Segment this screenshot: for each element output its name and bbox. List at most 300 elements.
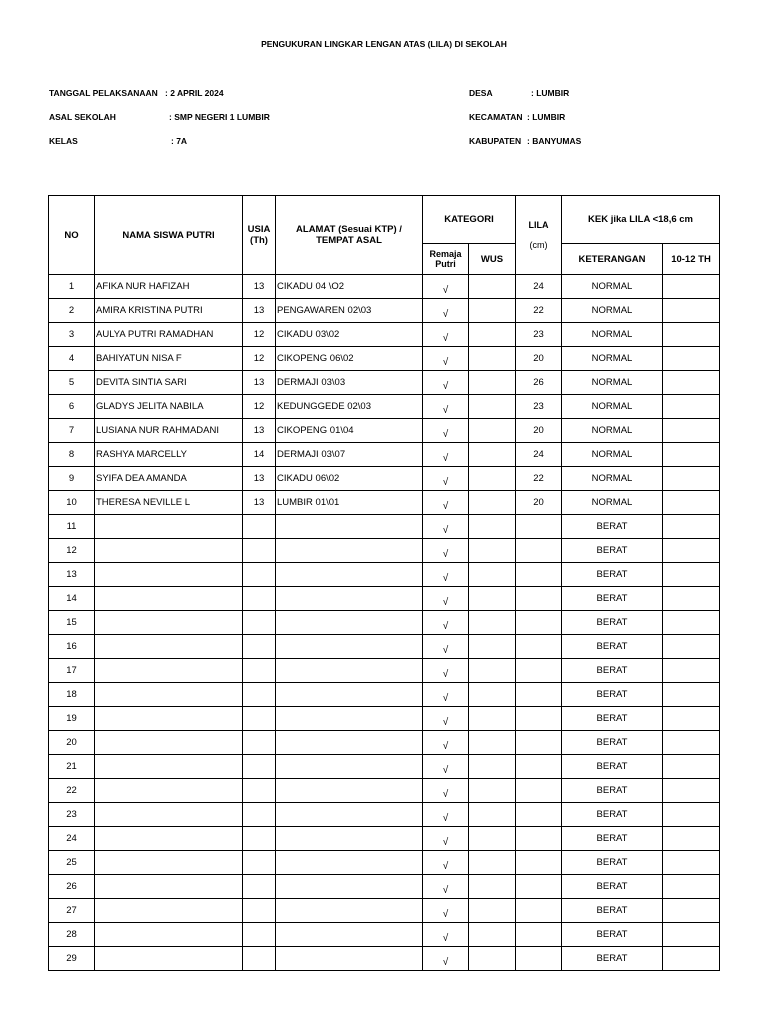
row-remaja-check: √ <box>423 299 469 323</box>
row-keterangan: BERAT <box>562 635 663 659</box>
row-keterangan: NORMAL <box>562 419 663 443</box>
row-no: 12 <box>49 539 95 563</box>
row-keterangan: BERAT <box>562 899 663 923</box>
row-remaja-check: √ <box>423 659 469 683</box>
row-no: 19 <box>49 707 95 731</box>
table-row <box>49 395 720 419</box>
row-remaja-check: √ <box>423 275 469 299</box>
row-alamat <box>276 899 423 923</box>
row-remaja-check: √ <box>423 803 469 827</box>
row-lila <box>516 923 562 947</box>
row-usia <box>243 923 276 947</box>
row-10-12-th <box>663 323 720 347</box>
header-remaja-line2: Putri <box>435 259 456 269</box>
row-lila <box>516 827 562 851</box>
row-remaja-check: √ <box>423 827 469 851</box>
row-wus <box>469 635 516 659</box>
row-usia <box>243 875 276 899</box>
table-row <box>49 587 720 611</box>
kelas-label: KELAS <box>49 136 78 146</box>
header-usia-line2: (Th) <box>250 235 268 246</box>
row-alamat <box>276 635 423 659</box>
row-remaja-check: √ <box>423 395 469 419</box>
row-lila <box>516 683 562 707</box>
row-alamat: DERMAJI 03\07 <box>276 443 423 467</box>
header-lila-line2: (cm) <box>529 240 548 250</box>
row-keterangan: NORMAL <box>562 443 663 467</box>
row-lila <box>516 563 562 587</box>
row-lila <box>516 707 562 731</box>
row-alamat: CIKADU 04 \O2 <box>276 275 423 299</box>
row-lila: 24 <box>516 275 562 299</box>
row-alamat <box>276 731 423 755</box>
row-lila: 23 <box>516 323 562 347</box>
row-lila <box>516 851 562 875</box>
row-wus <box>469 851 516 875</box>
row-usia <box>243 755 276 779</box>
row-remaja-check: √ <box>423 875 469 899</box>
table-row <box>49 755 720 779</box>
row-10-12-th <box>663 707 720 731</box>
header-kategori: KATEGORI <box>423 196 516 244</box>
row-10-12-th <box>663 563 720 587</box>
row-lila: 22 <box>516 467 562 491</box>
row-10-12-th <box>663 347 720 371</box>
table-row <box>49 467 720 491</box>
table-row <box>49 347 720 371</box>
row-alamat <box>276 587 423 611</box>
row-usia <box>243 899 276 923</box>
row-alamat: DERMAJI 03\03 <box>276 371 423 395</box>
row-alamat <box>276 827 423 851</box>
row-no: 28 <box>49 923 95 947</box>
row-nama <box>95 851 243 875</box>
table-row <box>49 443 720 467</box>
row-10-12-th <box>663 275 720 299</box>
row-no: 23 <box>49 803 95 827</box>
row-nama <box>95 635 243 659</box>
table-row <box>49 779 720 803</box>
row-no: 8 <box>49 443 95 467</box>
table-row <box>49 875 720 899</box>
row-usia <box>243 707 276 731</box>
row-10-12-th <box>663 923 720 947</box>
table-row <box>49 899 720 923</box>
header-lila <box>516 196 562 275</box>
row-alamat <box>276 539 423 563</box>
row-keterangan: NORMAL <box>562 395 663 419</box>
row-nama: RASHYA MARCELLY <box>95 443 243 467</box>
row-wus <box>469 707 516 731</box>
row-wus <box>469 323 516 347</box>
row-wus <box>469 587 516 611</box>
row-no: 22 <box>49 779 95 803</box>
row-lila: 23 <box>516 395 562 419</box>
asal-sekolah-info <box>49 112 270 122</box>
header-usia <box>243 196 276 275</box>
row-wus <box>469 563 516 587</box>
row-no: 7 <box>49 419 95 443</box>
row-wus <box>469 539 516 563</box>
row-keterangan: NORMAL <box>562 467 663 491</box>
desa-info <box>469 88 569 98</box>
header-keterangan: KETERANGAN <box>562 244 663 275</box>
kabupaten-label: KABUPATEN <box>469 136 522 146</box>
row-nama <box>95 827 243 851</box>
table-row <box>49 611 720 635</box>
row-remaja-check: √ <box>423 683 469 707</box>
row-usia: 13 <box>243 419 276 443</box>
table-row <box>49 539 720 563</box>
kabupaten-info <box>469 136 581 146</box>
row-lila <box>516 875 562 899</box>
row-remaja-check: √ <box>423 707 469 731</box>
row-nama: AFIKA NUR HAFIZAH <box>95 275 243 299</box>
row-nama <box>95 611 243 635</box>
row-10-12-th <box>663 947 720 971</box>
kabupaten-value: : BANYUMAS <box>527 136 582 146</box>
tanggal-info <box>49 88 224 98</box>
row-nama <box>95 755 243 779</box>
row-10-12-th <box>663 851 720 875</box>
row-no: 13 <box>49 563 95 587</box>
table-row <box>49 947 720 971</box>
row-remaja-check: √ <box>423 947 469 971</box>
row-10-12-th <box>663 635 720 659</box>
row-no: 24 <box>49 827 95 851</box>
row-lila: 24 <box>516 443 562 467</box>
row-no: 17 <box>49 659 95 683</box>
table-row <box>49 299 720 323</box>
row-10-12-th <box>663 299 720 323</box>
desa-label: DESA <box>469 88 493 98</box>
row-keterangan: NORMAL <box>562 299 663 323</box>
row-nama <box>95 803 243 827</box>
row-keterangan: BERAT <box>562 683 663 707</box>
kecamatan-label: KECAMATAN <box>469 112 523 122</box>
row-keterangan: BERAT <box>562 515 663 539</box>
header-usia-line1: USIA <box>247 224 271 235</box>
row-usia: 13 <box>243 371 276 395</box>
row-lila <box>516 947 562 971</box>
header-remaja-line1: Remaja <box>429 249 462 259</box>
row-no: 26 <box>49 875 95 899</box>
lila-table <box>48 195 720 971</box>
row-lila: 20 <box>516 419 562 443</box>
row-nama <box>95 875 243 899</box>
row-keterangan: BERAT <box>562 731 663 755</box>
header-nama: NAMA SISWA PUTRI <box>95 196 243 275</box>
row-no: 20 <box>49 731 95 755</box>
row-lila: 26 <box>516 371 562 395</box>
row-alamat: CIKOPENG 01\04 <box>276 419 423 443</box>
row-remaja-check: √ <box>423 419 469 443</box>
row-nama <box>95 587 243 611</box>
kecamatan-value: : LUMBIR <box>527 112 566 122</box>
row-10-12-th <box>663 395 720 419</box>
row-remaja-check: √ <box>423 491 469 515</box>
row-10-12-th <box>663 587 720 611</box>
row-lila <box>516 635 562 659</box>
row-no: 16 <box>49 635 95 659</box>
row-10-12-th <box>663 491 720 515</box>
row-usia <box>243 731 276 755</box>
row-alamat <box>276 755 423 779</box>
row-no: 1 <box>49 275 95 299</box>
row-10-12-th <box>663 755 720 779</box>
row-no: 6 <box>49 395 95 419</box>
table-row <box>49 371 720 395</box>
row-wus <box>469 443 516 467</box>
row-remaja-check: √ <box>423 611 469 635</box>
table-row <box>49 419 720 443</box>
row-nama: GLADYS JELITA NABILA <box>95 395 243 419</box>
row-10-12-th <box>663 419 720 443</box>
row-alamat <box>276 707 423 731</box>
row-alamat <box>276 779 423 803</box>
row-nama <box>95 947 243 971</box>
row-no: 5 <box>49 371 95 395</box>
row-lila <box>516 539 562 563</box>
row-alamat: PENGAWAREN 02\03 <box>276 299 423 323</box>
row-wus <box>469 371 516 395</box>
row-nama: LUSIANA NUR RAHMADANI <box>95 419 243 443</box>
row-nama: DEVITA SINTIA SARI <box>95 371 243 395</box>
row-no: 4 <box>49 347 95 371</box>
table-row <box>49 731 720 755</box>
row-remaja-check: √ <box>423 563 469 587</box>
row-no: 25 <box>49 851 95 875</box>
row-keterangan: BERAT <box>562 707 663 731</box>
row-nama <box>95 683 243 707</box>
row-keterangan: BERAT <box>562 563 663 587</box>
row-usia <box>243 611 276 635</box>
row-alamat <box>276 683 423 707</box>
row-remaja-check: √ <box>423 779 469 803</box>
row-remaja-check: √ <box>423 731 469 755</box>
row-usia: 13 <box>243 275 276 299</box>
row-no: 27 <box>49 899 95 923</box>
table-row <box>49 851 720 875</box>
header-remaja-putri <box>423 244 469 275</box>
row-no: 10 <box>49 491 95 515</box>
row-wus <box>469 419 516 443</box>
row-alamat: CIKADU 03\02 <box>276 323 423 347</box>
row-10-12-th <box>663 683 720 707</box>
header-wus: WUS <box>469 244 516 275</box>
table-row <box>49 491 720 515</box>
row-lila: 20 <box>516 491 562 515</box>
row-usia <box>243 827 276 851</box>
row-lila <box>516 731 562 755</box>
row-keterangan: BERAT <box>562 611 663 635</box>
row-remaja-check: √ <box>423 587 469 611</box>
row-usia: 12 <box>243 347 276 371</box>
row-lila <box>516 755 562 779</box>
header-alamat-line2: TEMPAT ASAL <box>316 235 382 246</box>
row-10-12-th <box>663 803 720 827</box>
table-row <box>49 827 720 851</box>
row-wus <box>469 731 516 755</box>
row-usia <box>243 851 276 875</box>
row-keterangan: BERAT <box>562 779 663 803</box>
row-keterangan: NORMAL <box>562 491 663 515</box>
table-row <box>49 683 720 707</box>
table-row <box>49 803 720 827</box>
row-keterangan: BERAT <box>562 587 663 611</box>
row-nama <box>95 539 243 563</box>
row-nama <box>95 899 243 923</box>
row-remaja-check: √ <box>423 923 469 947</box>
row-alamat <box>276 515 423 539</box>
row-remaja-check: √ <box>423 467 469 491</box>
row-no: 2 <box>49 299 95 323</box>
row-wus <box>469 467 516 491</box>
row-keterangan: NORMAL <box>562 371 663 395</box>
row-10-12-th <box>663 443 720 467</box>
document-title: PENGUKURAN LINGKAR LENGAN ATAS (LILA) DI SEKOLAH <box>261 39 507 49</box>
row-alamat <box>276 947 423 971</box>
table-row <box>49 323 720 347</box>
row-wus <box>469 755 516 779</box>
row-lila <box>516 803 562 827</box>
row-wus <box>469 803 516 827</box>
row-remaja-check: √ <box>423 755 469 779</box>
row-alamat <box>276 851 423 875</box>
row-nama <box>95 563 243 587</box>
row-nama <box>95 731 243 755</box>
row-remaja-check: √ <box>423 539 469 563</box>
header-kek: KEK jika LILA <18,6 cm <box>562 196 720 244</box>
row-10-12-th <box>663 659 720 683</box>
row-wus <box>469 299 516 323</box>
table-row <box>49 563 720 587</box>
row-keterangan: BERAT <box>562 947 663 971</box>
row-nama <box>95 923 243 947</box>
row-alamat: CIKOPENG 06\02 <box>276 347 423 371</box>
row-keterangan: NORMAL <box>562 323 663 347</box>
row-alamat <box>276 659 423 683</box>
row-wus <box>469 683 516 707</box>
desa-value: : LUMBIR <box>531 88 570 98</box>
table-row <box>49 275 720 299</box>
kecamatan-info <box>469 112 565 122</box>
row-wus <box>469 827 516 851</box>
table-row <box>49 923 720 947</box>
row-keterangan: BERAT <box>562 539 663 563</box>
row-wus <box>469 611 516 635</box>
row-nama <box>95 659 243 683</box>
row-nama <box>95 515 243 539</box>
row-no: 21 <box>49 755 95 779</box>
row-usia: 13 <box>243 467 276 491</box>
row-alamat <box>276 923 423 947</box>
row-usia <box>243 515 276 539</box>
row-remaja-check: √ <box>423 347 469 371</box>
row-usia <box>243 635 276 659</box>
header-no: NO <box>49 196 95 275</box>
row-no: 11 <box>49 515 95 539</box>
row-nama: BAHIYATUN NISA F <box>95 347 243 371</box>
row-keterangan: BERAT <box>562 851 663 875</box>
row-remaja-check: √ <box>423 635 469 659</box>
row-remaja-check: √ <box>423 515 469 539</box>
row-wus <box>469 515 516 539</box>
row-remaja-check: √ <box>423 851 469 875</box>
row-usia <box>243 803 276 827</box>
row-alamat: LUMBIR 01\01 <box>276 491 423 515</box>
row-10-12-th <box>663 539 720 563</box>
row-lila <box>516 779 562 803</box>
row-usia: 13 <box>243 299 276 323</box>
row-wus <box>469 275 516 299</box>
row-wus <box>469 875 516 899</box>
row-wus <box>469 947 516 971</box>
row-lila <box>516 899 562 923</box>
row-lila <box>516 515 562 539</box>
row-usia: 14 <box>243 443 276 467</box>
row-nama: SYIFA DEA AMANDA <box>95 467 243 491</box>
row-wus <box>469 347 516 371</box>
header-lila-line1: LILA <box>528 220 549 230</box>
row-no: 14 <box>49 587 95 611</box>
row-wus <box>469 659 516 683</box>
row-keterangan: NORMAL <box>562 275 663 299</box>
row-10-12-th <box>663 515 720 539</box>
row-remaja-check: √ <box>423 323 469 347</box>
row-nama <box>95 779 243 803</box>
row-usia <box>243 659 276 683</box>
row-usia: 12 <box>243 395 276 419</box>
row-no: 29 <box>49 947 95 971</box>
row-10-12-th <box>663 731 720 755</box>
row-lila <box>516 611 562 635</box>
row-keterangan: BERAT <box>562 875 663 899</box>
kelas-info <box>49 136 187 146</box>
row-keterangan: BERAT <box>562 803 663 827</box>
row-wus <box>469 779 516 803</box>
row-alamat <box>276 563 423 587</box>
row-usia <box>243 683 276 707</box>
row-remaja-check: √ <box>423 443 469 467</box>
row-wus <box>469 899 516 923</box>
row-alamat: CIKADU 06\02 <box>276 467 423 491</box>
row-usia <box>243 779 276 803</box>
table-row <box>49 515 720 539</box>
table-row <box>49 707 720 731</box>
row-keterangan: NORMAL <box>562 347 663 371</box>
row-usia <box>243 587 276 611</box>
row-10-12-th <box>663 371 720 395</box>
header-alamat <box>276 196 423 275</box>
row-alamat <box>276 803 423 827</box>
row-usia: 12 <box>243 323 276 347</box>
row-wus <box>469 395 516 419</box>
row-alamat <box>276 611 423 635</box>
row-lila <box>516 659 562 683</box>
row-nama: AULYA PUTRI RAMADHAN <box>95 323 243 347</box>
row-no: 3 <box>49 323 95 347</box>
row-lila <box>516 587 562 611</box>
table-row <box>49 659 720 683</box>
row-lila: 22 <box>516 299 562 323</box>
header-alamat-line1: ALAMAT (Sesuai KTP) / <box>296 224 402 235</box>
row-10-12-th <box>663 611 720 635</box>
asal-sekolah-value: : SMP NEGERI 1 LUMBIR <box>169 112 270 122</box>
asal-sekolah-label: ASAL SEKOLAH <box>49 112 116 122</box>
row-10-12-th <box>663 827 720 851</box>
tanggal-label: TANGGAL PELAKSANAAN <box>49 88 158 98</box>
